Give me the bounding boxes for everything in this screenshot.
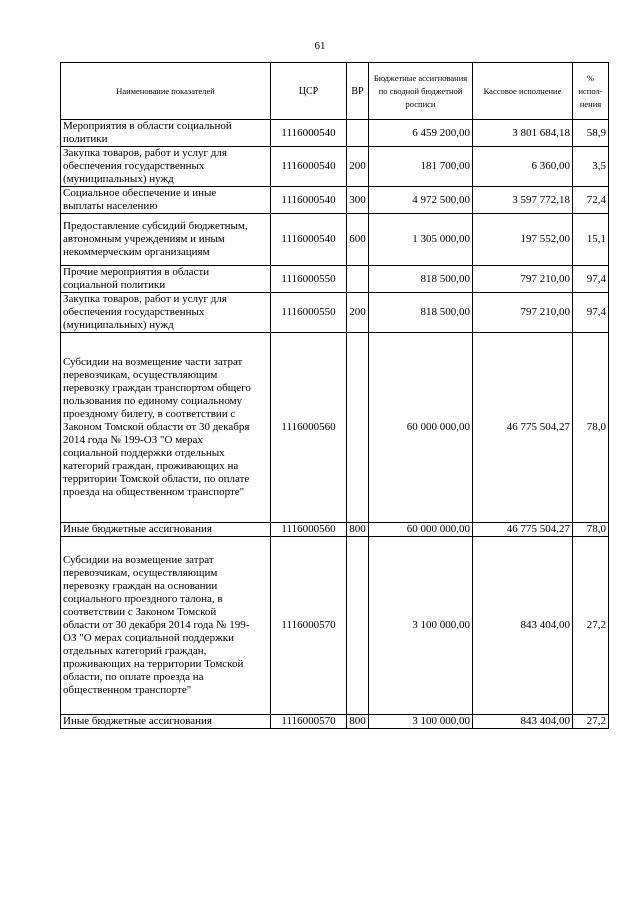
- row-vr: 200: [347, 147, 369, 187]
- row-csr: 1116000540: [271, 214, 347, 266]
- row-percent: 78,0: [573, 523, 609, 537]
- row-percent: 78,0: [573, 333, 609, 523]
- row-name: Закупка товаров, работ и услуг для обеспечения государственных (муниципальных) нужд: [61, 293, 271, 333]
- row-amount: 60 000 000,00: [369, 523, 473, 537]
- row-amount: 60 000 000,00: [369, 333, 473, 523]
- row-vr: [347, 333, 369, 523]
- row-name: Предоставление субсидий бюджетным, автономным учреждениям и иным некоммерческим организациям: [61, 214, 271, 266]
- row-vr: 300: [347, 187, 369, 214]
- row-vr: 800: [347, 715, 369, 729]
- table-body: [61, 120, 609, 729]
- table-row: [61, 293, 609, 333]
- row-percent: 58,9: [573, 120, 609, 147]
- row-csr: 1116000570: [271, 715, 347, 729]
- row-name: Иные бюджетные ассигнования: [61, 715, 271, 729]
- row-csr: 1116000560: [271, 333, 347, 523]
- row-cash: 6 360,00: [473, 147, 573, 187]
- row-amount: 3 100 000,00: [369, 715, 473, 729]
- table-row: [61, 537, 609, 715]
- table-header-row: [61, 63, 609, 120]
- row-percent: 3,5: [573, 147, 609, 187]
- row-vr: 800: [347, 523, 369, 537]
- table-row: [61, 187, 609, 214]
- row-percent: 97,4: [573, 293, 609, 333]
- row-percent: 72,4: [573, 187, 609, 214]
- row-percent: 15,1: [573, 214, 609, 266]
- page-number: 61: [314, 40, 326, 52]
- row-name: Иные бюджетные ассигнования: [61, 523, 271, 537]
- row-csr: 1116000570: [271, 537, 347, 715]
- row-csr: 1116000550: [271, 266, 347, 293]
- row-amount: 6 459 200,00: [369, 120, 473, 147]
- header-cash: Кассовое исполнение: [473, 63, 573, 120]
- row-vr: [347, 537, 369, 715]
- row-name: Закупка товаров, работ и услуг для обеспечения государственных (муниципальных) нужд: [61, 147, 271, 187]
- row-cash: 797 210,00: [473, 266, 573, 293]
- row-amount: 3 100 000,00: [369, 537, 473, 715]
- header-assignments: Бюджетные ассигнования по сводной бюджетной росписи: [369, 63, 473, 120]
- row-cash: 797 210,00: [473, 293, 573, 333]
- row-percent: 97,4: [573, 266, 609, 293]
- header-vr: ВР: [347, 63, 369, 120]
- row-vr: 200: [347, 293, 369, 333]
- table-row: [61, 214, 609, 266]
- row-amount: 4 972 500,00: [369, 187, 473, 214]
- row-percent: 27,2: [573, 537, 609, 715]
- row-cash: 843 404,00: [473, 715, 573, 729]
- row-csr: 1116000560: [271, 523, 347, 537]
- row-amount: 1 305 000,00: [369, 214, 473, 266]
- header-percent: % испол-нения: [573, 63, 609, 120]
- row-amount: 818 500,00: [369, 293, 473, 333]
- row-amount: 818 500,00: [369, 266, 473, 293]
- row-cash: 46 775 504,27: [473, 333, 573, 523]
- table-row: [61, 523, 609, 537]
- row-amount: 181 700,00: [369, 147, 473, 187]
- header-csr: ЦСР: [271, 63, 347, 120]
- row-vr: [347, 120, 369, 147]
- table-row: [61, 333, 609, 523]
- row-vr: 600: [347, 214, 369, 266]
- header-name: Наименование показателей: [61, 63, 271, 120]
- row-name: Прочие мероприятия в области социальной политики: [61, 266, 271, 293]
- row-csr: 1116000550: [271, 293, 347, 333]
- row-percent: 27,2: [573, 715, 609, 729]
- row-name: Субсидии на возмещение части затрат перевозчикам, осуществляющим перевозку граждан транспортом общего пользования по единому социальному проездному билету, в соответствии с Законом Томской области от 30 декабря 2014 года № 199-ОЗ "О мерах социальной поддержки отдельных категорий граждан, проживающих на территории Томской области, по оплате проезда на общественном транспорте": [61, 333, 271, 523]
- row-csr: 1116000540: [271, 120, 347, 147]
- table-row: [61, 266, 609, 293]
- table-row: [61, 120, 609, 147]
- row-cash: 843 404,00: [473, 537, 573, 715]
- row-csr: 1116000540: [271, 147, 347, 187]
- row-name: Мероприятия в области социальной политики: [61, 120, 271, 147]
- row-cash: 3 801 684,18: [473, 120, 573, 147]
- row-cash: 46 775 504,27: [473, 523, 573, 537]
- table-row: [61, 147, 609, 187]
- row-cash: 197 552,00: [473, 214, 573, 266]
- table-row: [61, 715, 609, 729]
- row-vr: [347, 266, 369, 293]
- row-name: Субсидии на возмещение затрат перевозчикам, осуществляющим перевозку граждан на основании социального проездного талона, в соответствии с Законом Томской области от 30 декабря 2014 года № 199- ОЗ "О мерах социальной поддержки отдельных категорий граждан, проживающих на территории Томской области, по оплате проезда на общественном транспорте": [61, 537, 271, 715]
- row-name: Социальное обеспечение и иные выплаты населению: [61, 187, 271, 214]
- budget-execution-table: [60, 62, 609, 729]
- row-cash: 3 597 772,18: [473, 187, 573, 214]
- row-csr: 1116000540: [271, 187, 347, 214]
